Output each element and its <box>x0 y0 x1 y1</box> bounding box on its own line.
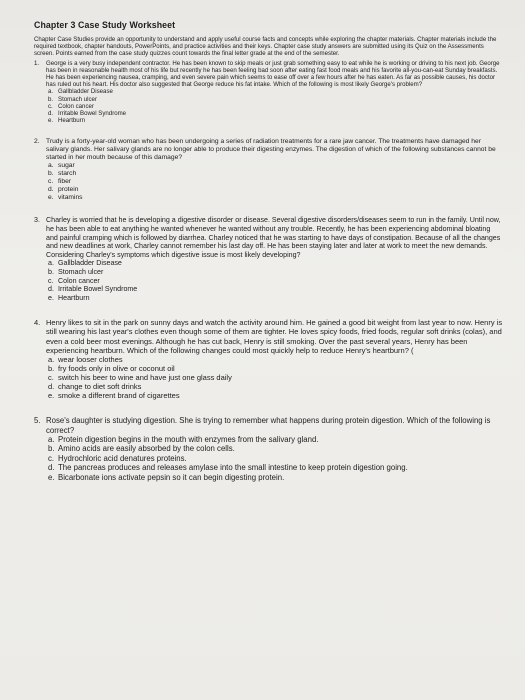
answer-options <box>46 88 503 124</box>
question-body <box>46 138 503 202</box>
option-letter: c. <box>48 102 53 110</box>
answer-option <box>48 391 503 400</box>
option-letter: a. <box>48 435 55 445</box>
answer-options <box>46 259 503 302</box>
option-letter: d. <box>48 285 54 294</box>
question-body <box>46 416 503 482</box>
answer-option <box>48 259 503 268</box>
option-text: switch his beer to wine and have just one glass daily <box>58 372 232 382</box>
question-5 <box>34 416 503 482</box>
question-text: George is a very busy independent contractor. He has been known to skip meals or just grab something easy to eat while he is working or driving to his next job. George has been in reasonable health most of his life but recently he has been feeling bad soon after eating fast food meals and his favorite all-you-can-eat Sunday breakfasts. He has been experiencing nausea, cramping, and even severe pain which seems to ease off over a few hours after he has eaten. As far as possible causes, his doctor has ruled out his heart. His doctor also suggested that George reduce his fat intake. Which of the following is most likely George's problem? <box>46 59 500 89</box>
answer-option <box>48 444 503 453</box>
question-text: Henry likes to sit in the park on sunny days and watch the activity around him. He gained a good bit weight from last year to now. Henry is still wearing his last year's clothes even though some of them are tighter. He loves spicy foods, fried foods, regular soft drinks (colas), and even a cold beer most evenings. Although he has cut back, Henry is still smoking. Over the past several years, Henry has been experiencing heartburn. Which of the following changes could most quickly help to reduce Henry's heartburn? ( <box>46 318 503 355</box>
option-text: Hydrochloric acid denatures proteins. <box>58 453 187 463</box>
answer-option <box>48 170 503 178</box>
option-text: Colon cancer <box>58 276 100 285</box>
answer-option <box>48 382 503 391</box>
answer-option <box>48 186 503 194</box>
answer-option <box>48 268 503 277</box>
option-text: Heartburn <box>58 293 90 302</box>
option-letter: c. <box>48 178 54 186</box>
answer-option <box>48 88 503 95</box>
option-text: change to diet soft drinks <box>58 382 142 392</box>
option-letter: a. <box>48 259 54 268</box>
question-body <box>46 216 503 302</box>
question-4 <box>34 318 503 400</box>
option-text: sugar <box>58 162 75 170</box>
option-letter: a. <box>48 354 55 364</box>
option-letter: d. <box>48 186 54 194</box>
option-text: wear looser clothes <box>58 354 123 364</box>
option-text: Colon cancer <box>58 102 94 110</box>
option-text: Stomach ulcer <box>58 95 97 103</box>
intro-paragraph: Chapter Case Studies provide an opportunity to understand and apply useful course facts and concepts while exploring the chapter materials. Chapter materials include the required textbook, chapter handouts, PowerPoints, and practice activities and their keys. Chapter case study answers are submitted using its Quiz on the Assessments screen. Points earned from the case study quizzes count towards the final letter grade at the end of the semester. <box>34 36 497 58</box>
question-body <box>46 318 503 400</box>
answer-option <box>48 355 503 364</box>
option-text: Irritable Bowel Syndrome <box>58 110 127 118</box>
answer-option <box>48 454 503 463</box>
option-letter: b. <box>48 95 54 103</box>
option-text: vitamins <box>58 194 83 202</box>
option-text: The pancreas produces and releases amylase into the small intestine to keep protein digestion going. <box>58 463 408 473</box>
question-2 <box>34 138 503 202</box>
option-letter: b. <box>48 363 55 373</box>
answer-option <box>48 277 503 286</box>
question-number: 3. <box>34 216 40 225</box>
option-text: Stomach ulcer <box>58 268 104 276</box>
page-title: Chapter 3 Case Study Worksheet <box>34 20 176 30</box>
answer-option <box>48 373 503 382</box>
option-text: protein <box>58 186 79 194</box>
option-letter: c. <box>48 372 54 382</box>
answer-option <box>48 103 503 110</box>
option-letter: e. <box>48 194 54 202</box>
answer-options <box>46 162 503 202</box>
option-text: fry foods only in olive or coconut oil <box>58 363 175 373</box>
answer-option <box>48 117 503 124</box>
option-letter: d. <box>48 463 55 473</box>
option-text: Gallbladder Disease <box>58 259 122 268</box>
question-3 <box>34 216 503 302</box>
question-number: 4. <box>34 318 41 328</box>
option-text: Bicarbonate ions activate pepsin so it can begin digesting protein. <box>58 472 285 482</box>
option-letter: e. <box>48 391 55 401</box>
option-letter: d. <box>48 382 55 392</box>
answer-option <box>48 294 503 303</box>
option-text: Amino acids are easily absorbed by the colon cells. <box>58 444 235 454</box>
question-body <box>46 60 503 125</box>
option-letter: d. <box>48 110 54 118</box>
option-text: smoke a different brand of cigarettes <box>58 391 180 401</box>
answer-options <box>46 355 503 400</box>
question-text: Charley is worried that he is developing a digestive disorder or disease. Several digestive disorders/diseases seem to run in the family. Until now, he has been able to eat anything he wanted whenever he wanted without any trouble. Recently, he has been experiencing abdominal bloating and painful cramping which is followed by diarrhea. Charley noticed that he was starting to have days of constipation. Because of all the changes and new deadlines at work, Charley cannot remember his last day off. He has been staying later and later at work to meet the new demands. Considering Charley's symptoms which digestive issue is most likely developing? <box>46 216 501 259</box>
question-text: Rose's daughter is studying digestion. She is trying to remember what happens during protein digestion. Which of the following is correct? <box>46 416 491 435</box>
option-letter: c. <box>48 276 54 285</box>
option-letter: e. <box>48 472 55 482</box>
option-letter: e. <box>48 117 54 125</box>
option-text: Protein digestion begins in the mouth with enzymes from the salivary gland. <box>58 435 319 445</box>
question-number: 5. <box>34 416 41 426</box>
question-number: 1. <box>34 59 40 67</box>
option-letter: b. <box>48 170 54 178</box>
answer-option <box>48 162 503 170</box>
answer-option <box>48 285 503 294</box>
question-text: Trudy is a forty-year-old woman who has been undergoing a series of radiation treatments for a rare jaw cancer. The treatments have damaged her salivary glands. Her salivary glands are no longer able to produce their digesting enzymes. The digestion of which of the following substances cannot be started in her mouth because of this damage? <box>46 138 496 162</box>
answer-option <box>48 96 503 103</box>
answer-option <box>48 178 503 186</box>
answer-option <box>48 473 503 482</box>
answer-options <box>46 435 503 482</box>
option-letter: c. <box>48 453 55 463</box>
question-number: 2. <box>34 138 40 146</box>
answer-option <box>48 110 503 117</box>
option-text: Irritable Bowel Syndrome <box>58 285 138 294</box>
option-text: starch <box>58 170 77 178</box>
answer-option <box>48 463 503 472</box>
option-text: fiber <box>58 178 72 186</box>
option-letter: a. <box>48 88 54 96</box>
option-text: Gallbladder Disease <box>58 88 113 96</box>
answer-option <box>48 435 503 444</box>
answer-option <box>48 194 503 202</box>
option-text: Heartburn <box>58 117 86 125</box>
option-letter: b. <box>48 444 55 454</box>
question-1 <box>34 60 503 125</box>
option-letter: e. <box>48 293 54 302</box>
option-letter: b. <box>48 268 54 276</box>
answer-option <box>48 364 503 373</box>
option-letter: a. <box>48 162 54 170</box>
